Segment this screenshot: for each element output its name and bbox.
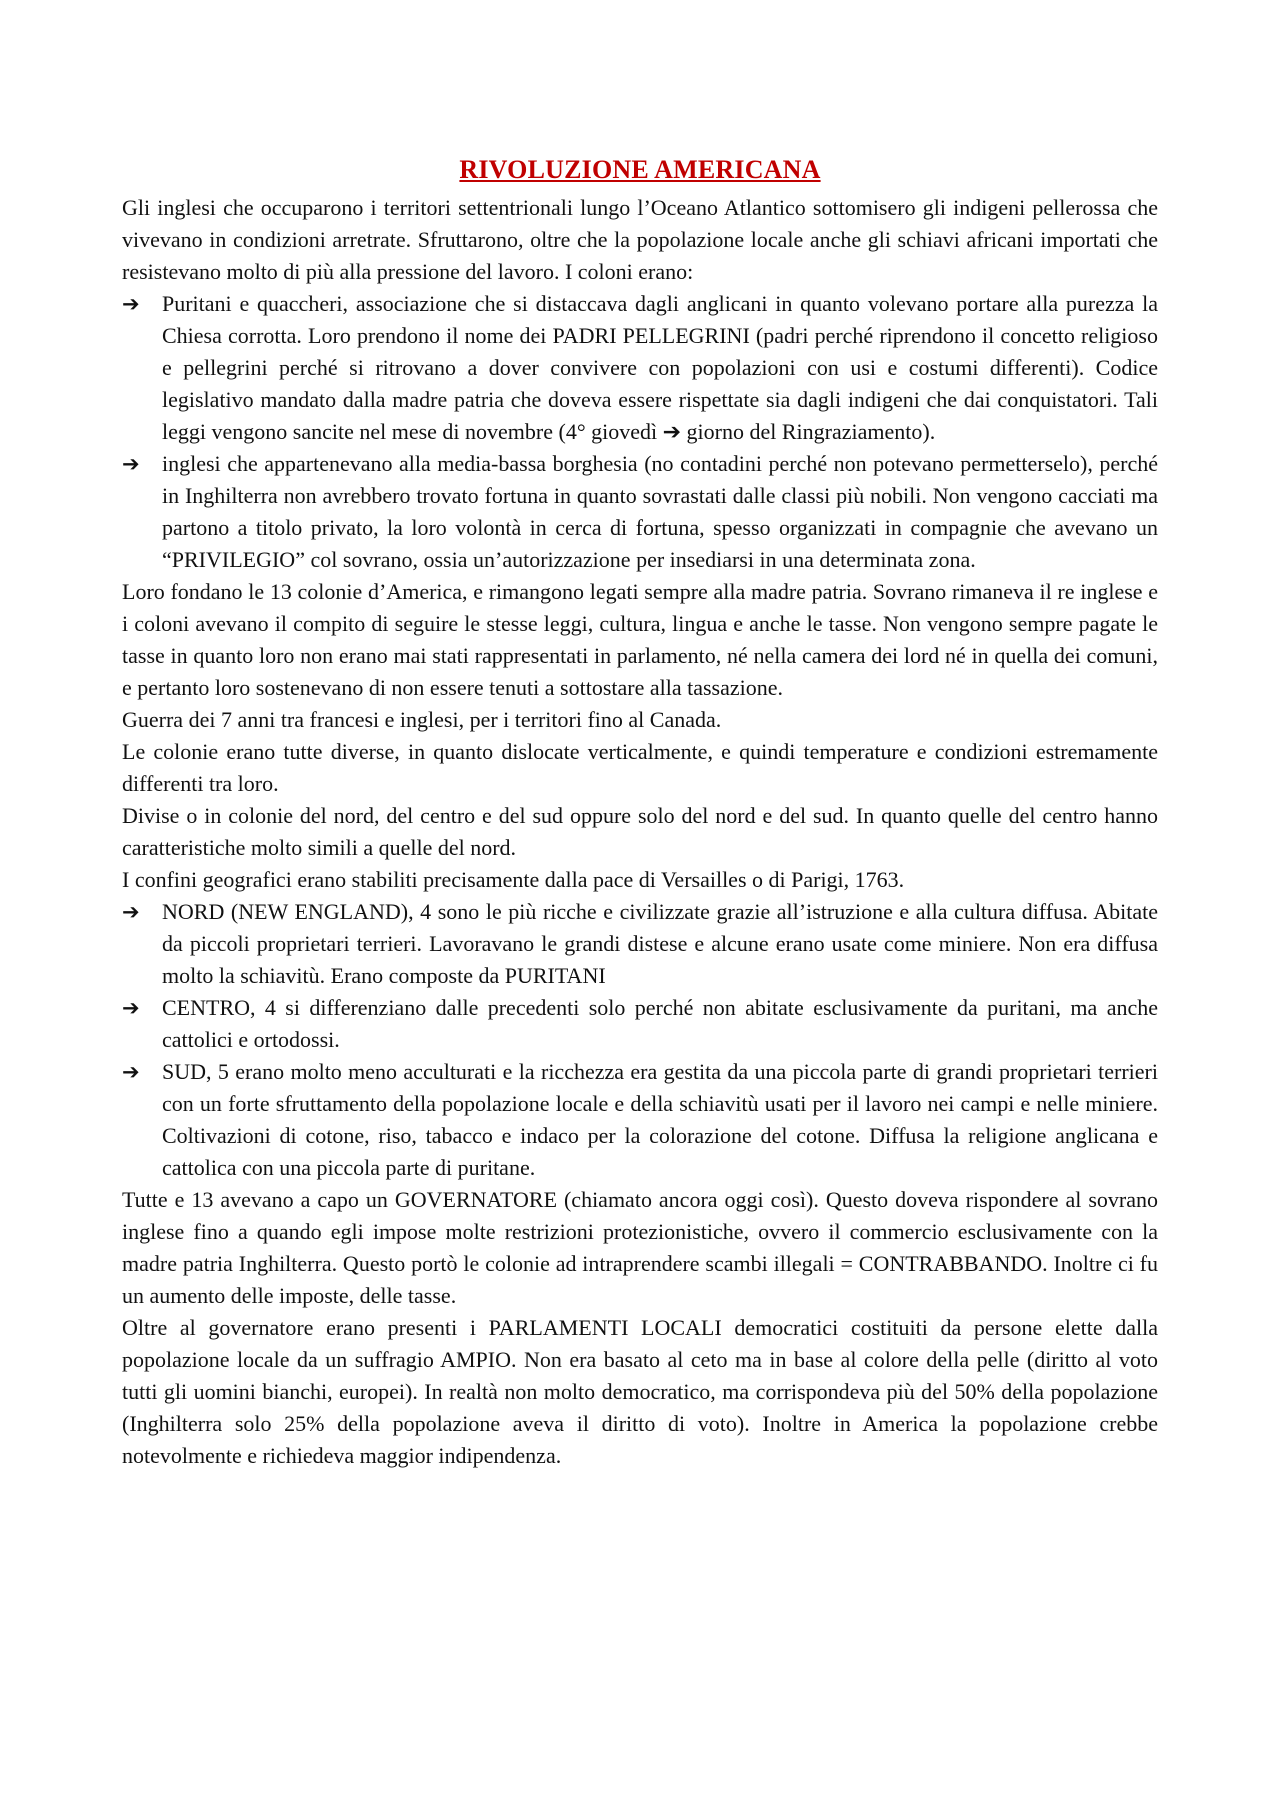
document-title: RIVOLUZIONE AMERICANA: [459, 155, 821, 184]
list-item-sud: [122, 1056, 1158, 1184]
paragraph-13-colonie: Loro fondano le 13 colonie d’America, e rimangono legati sempre alla madre patria. Sovrano rimaneva il re inglese e i coloni avevano il compito di seguire le stesse leggi, cultura, lingua e anche le tasse. Non vengono sempre pagate le tasse in quanto loro non erano mai stati rappresentati in parlamento, né nella camera dei lord né in quella dei comuni, e pertanto loro sostenevano di non essere tenuti a sottostare alla tassazione.: [122, 579, 1158, 700]
list-item-text: NORD (NEW ENGLAND), 4 sono le più ricche e civilizzate grazie all’istruzione e alla cultura diffusa. Abitate da piccoli proprietari terrieri. Lavoravano le grandi distese e alcune erano usate come miniere. Non era diffusa molto la schiavitù. Erano composte da PURITANI: [162, 899, 1158, 988]
list-item-text: Puritani e quaccheri, associazione che si distaccava dagli anglicani in quanto volevano portare alla purezza la Chiesa corrotta. Loro prendono il nome dei PADRI PELLEGRINI (padri perché riprendono il concetto religioso e pellegrini perché si ritrovano a dover convivere con popolazioni con usi e costumi differenti). Codice legislativo mandato dalla madre patria che doveva essere rispettate sia dagli indigeni che dai conquistatori. Tali leggi vengono sancite nel mese di novembre (4° giovedì ➔ giorno del Ringraziamento).: [162, 291, 1158, 444]
list-item-text: SUD, 5 erano molto meno acculturati e la ricchezza era gestita da una piccola parte di grandi proprietari terrieri con un forte sfruttamento della popolazione locale e della schiavitù usati per il lavoro nei campi e nelle miniere. Coltivazioni di cotone, riso, tabacco e indaco per la colorazione del cotone. Diffusa la religione anglicana e cattolica con una piccola parte di puritane.: [162, 1059, 1158, 1180]
arrow-right-icon: ➔: [122, 996, 140, 1020]
paragraph-colonie-diverse: Le colonie erano tutte diverse, in quanto dislocate verticalmente, e quindi temperature e condizioni estremamente differenti tra loro.: [122, 739, 1158, 796]
arrow-right-icon: ➔: [122, 292, 140, 316]
list-item-nord: [122, 896, 1158, 992]
arrow-right-icon: ➔: [122, 900, 140, 924]
arrow-right-icon: ➔: [122, 452, 140, 476]
intro-paragraph: Gli inglesi che occuparono i territori settentrionali lungo l’Oceano Atlantico sottomisero gli indigeni pellerossa che vivevano in condizioni arretrate. Sfruttarono, oltre che la popolazione locale anche gli schiavi africani importati che resistevano molto di più alla pressione del lavoro. I coloni erano:: [122, 195, 1158, 284]
paragraph-governatore: Tutte e 13 avevano a capo un GOVERNATORE (chiamato ancora oggi così). Questo doveva rispondere al sovrano inglese fino a quando egli impose molte restrizioni protezionistiche, ovvero il commercio esclusivamente con la madre patria Inghilterra. Questo portò le colonie ad intraprendere scambi illegali = CONTRABBANDO. Inoltre ci fu un aumento delle imposte, delle tasse.: [122, 1187, 1158, 1308]
list-item-inglesi-borghesia: [122, 448, 1158, 576]
colonists-list: [122, 288, 1158, 576]
paragraph-confini: I confini geografici erano stabiliti precisamente dalla pace di Versailles o di Parigi, 1763.: [122, 867, 905, 892]
paragraph-divise: Divise o in colonie del nord, del centro e del sud oppure solo del nord e del sud. In quanto quelle del centro hanno caratteristiche molto simili a quelle del nord.: [122, 803, 1158, 860]
arrow-right-icon: ➔: [122, 1060, 140, 1084]
paragraph-guerra-7-anni: Guerra dei 7 anni tra francesi e inglesi, per i territori fino al Canada.: [122, 707, 722, 732]
document-page: [122, 152, 1158, 1472]
regions-list: [122, 896, 1158, 1184]
list-item-centro: [122, 992, 1158, 1056]
list-item-text: inglesi che appartenevano alla media-bassa borghesia (no contadini perché non potevano permetterselo), perché in Inghilterra non avrebbero trovato fortuna in quanto sovrastati dalle classi più nobili. Non vengono cacciati ma partono a titolo privato, la loro volontà in cerca di fortuna, spesso organizzati in compagnie che avevano un “PRIVILEGIO” col sovrano, ossia un’autorizzazione per insediarsi in una determinata zona.: [162, 451, 1158, 572]
paragraph-parlamenti-locali: Oltre al governatore erano presenti i PARLAMENTI LOCALI democratici costituiti da persone elette dalla popolazione locale da un suffragio AMPIO. Non era basato al ceto ma in base al colore della pelle (diritto al voto tutti gli uomini bianchi, europei). In realtà non molto democratico, ma corrispondeva più del 50% della popolazione (Inghilterra solo 25% della popolazione aveva il diritto di voto). Inoltre in America la popolazione crebbe notevolmente e richiedeva maggior indipendenza.: [122, 1315, 1158, 1468]
list-item-text: CENTRO, 4 si differenziano dalle precedenti solo perché non abitate esclusivamente da puritani, ma anche cattolici e ortodossi.: [162, 995, 1158, 1052]
list-item-puritani: [122, 288, 1158, 448]
